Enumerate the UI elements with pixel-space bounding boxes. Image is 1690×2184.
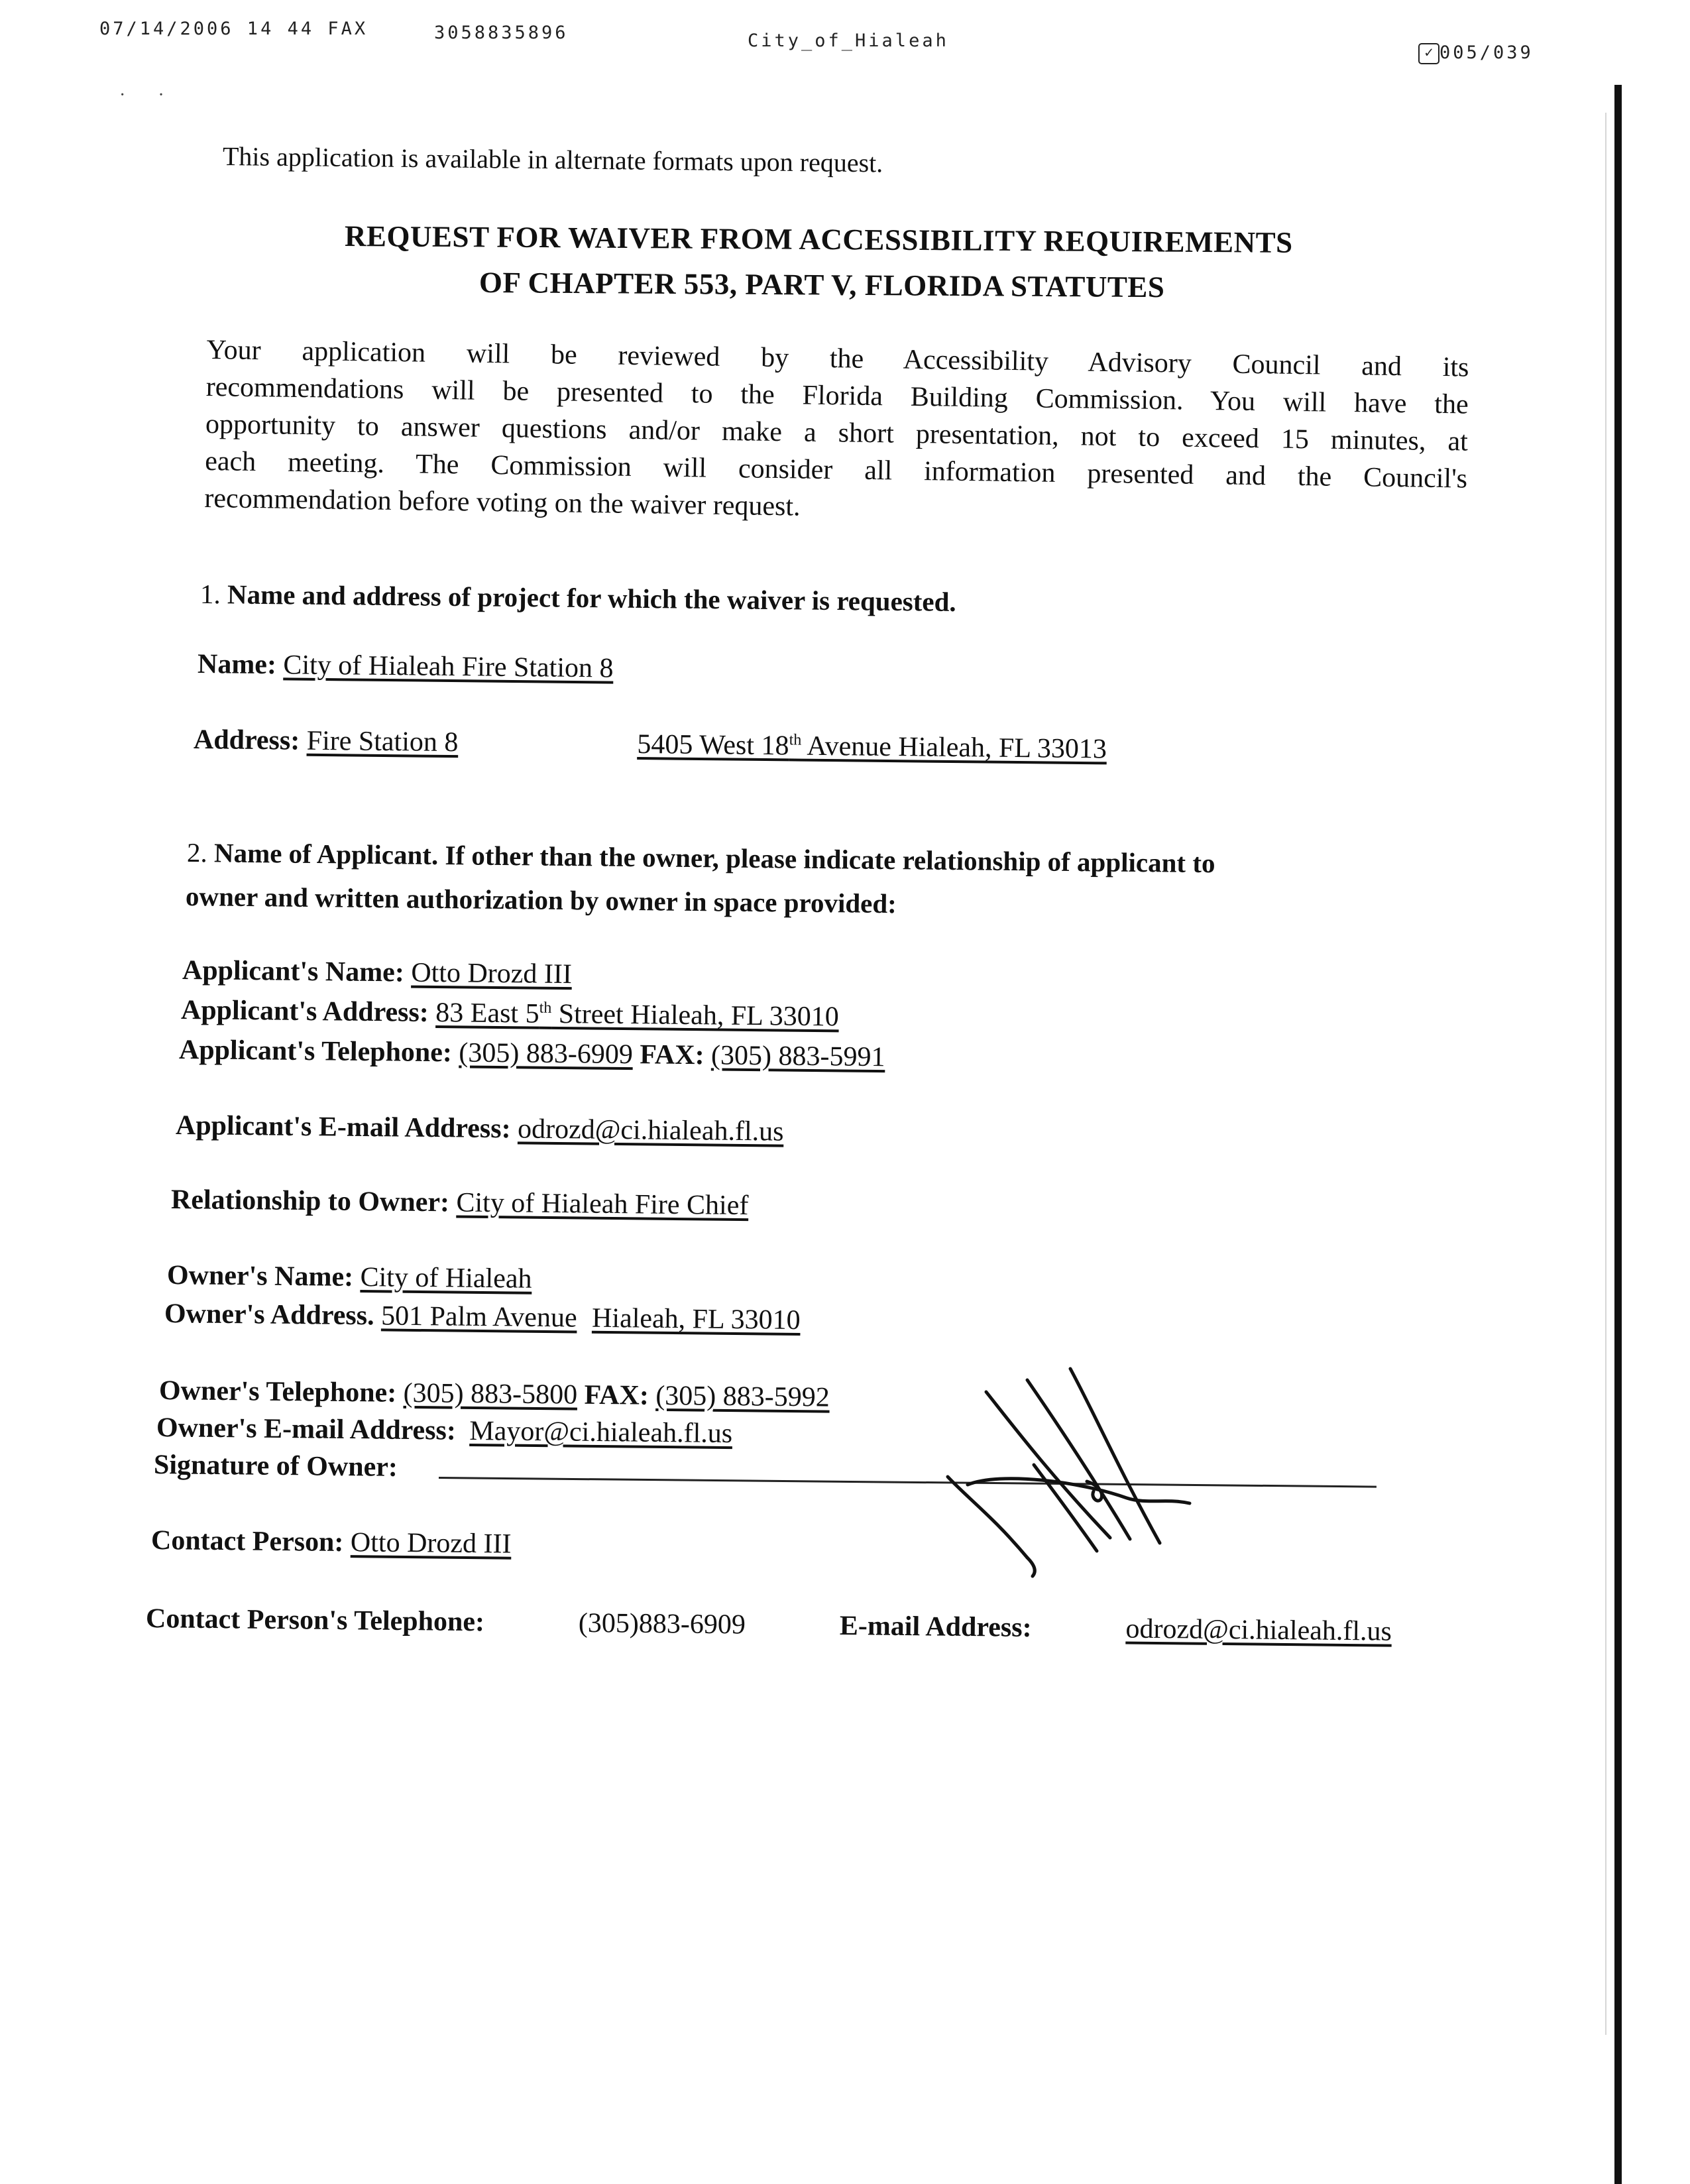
section2-number: 2.	[186, 837, 207, 868]
project-address-value-b: 5405 West 18th Avenue Hialeah, FL 33013	[637, 729, 1107, 765]
owner-email-row	[156, 1412, 733, 1450]
owner-address-value-b: Hialeah, FL 33010	[591, 1302, 801, 1336]
owner-fax-value: (305) 883-5992	[655, 1380, 830, 1413]
project-address-row	[194, 724, 1208, 766]
signature-line	[439, 1477, 1377, 1488]
owner-phone-row	[159, 1375, 830, 1414]
contact-phone-value: (305)883-6909	[578, 1607, 746, 1640]
relationship-label: Relationship to Owner:	[170, 1184, 450, 1218]
contact-person-label: Contact Person:	[150, 1525, 344, 1558]
owner-signature-label: Signature of Owner:	[153, 1450, 398, 1483]
owner-fax-label: FAX:	[584, 1379, 649, 1411]
alternate-formats-notice: This application is available in alternate formats upon request.	[222, 141, 883, 178]
applicant-email-value: odrozd@ci.hialeah.fl.us	[517, 1114, 784, 1147]
owner-name-value: City of Hialeah	[360, 1262, 532, 1294]
owner-name-label: Owner's Name:	[166, 1260, 354, 1293]
owner-address-row	[164, 1298, 801, 1336]
applicant-name-row	[182, 954, 572, 990]
form-title-line2: OF CHAPTER 553, PART V, FLORIDA STATUTES	[479, 266, 1165, 304]
owner-phone-value: (305) 883-5800	[403, 1377, 578, 1410]
project-name-row	[197, 648, 614, 685]
relationship-row	[171, 1184, 749, 1222]
applicant-email-row	[176, 1110, 784, 1148]
scan-specks: · ·	[119, 85, 164, 105]
intro-line: Your application will be reviewed by the Accessibility Advisory Council and its	[206, 334, 1469, 383]
contact-person-row	[151, 1524, 512, 1560]
scan-edge	[1614, 85, 1622, 2184]
section1-heading	[200, 578, 956, 618]
owner-address-label: Owner's Address.	[164, 1298, 374, 1332]
owner-email-value: Mayor@ci.hialeah.fl.us	[469, 1415, 733, 1450]
contact-email-value: odrozd@ci.hialeah.fl.us	[1125, 1613, 1392, 1647]
section2-heading-line2: owner and written authorization by owner in space provided:	[185, 881, 897, 919]
applicant-address-row	[181, 994, 839, 1033]
intro-line: recommendation before voting on the waiver request.	[204, 483, 801, 522]
intro-line: recommendations will be presented to the Florida Building Commission. You will have the	[205, 371, 1469, 420]
section2-heading-text: Name of Applicant. If other than the owner, please indicate relationship of applicant to	[213, 837, 1215, 879]
applicant-name-value: Otto Drozd III	[411, 957, 573, 990]
fax-page-number: ✓ 005/039	[1418, 42, 1534, 64]
project-name-value: City of Hialeah Fire Station 8	[283, 650, 614, 684]
project-name-label: Name:	[197, 649, 277, 681]
owner-phone-label: Owner's Telephone:	[158, 1375, 397, 1408]
project-address-line	[306, 725, 1208, 766]
contact-phone-row	[146, 1603, 1392, 1648]
applicant-address-value: 83 East 5th Street Hialeah, FL 33010	[435, 998, 840, 1033]
relationship-value: City of Hialeah Fire Chief	[456, 1187, 749, 1222]
fax-number: 3058835896	[434, 23, 569, 43]
applicant-address-label: Applicant's Address:	[180, 995, 429, 1028]
applicant-name-label: Applicant's Name:	[182, 955, 405, 988]
section1-number: 1.	[199, 579, 221, 610]
section1-heading-text: Name and address of project for which the waiver is requested.	[227, 579, 956, 617]
contact-email-label: E-mail Address:	[839, 1610, 1032, 1643]
applicant-fax-label: FAX:	[640, 1039, 704, 1071]
project-address-value-a: Fire Station 8	[306, 725, 459, 758]
fax-sender: City_of_Hialeah	[748, 30, 949, 51]
applicant-phone-row	[179, 1034, 885, 1073]
intro-paragraph	[204, 331, 1469, 535]
project-address-label: Address:	[193, 724, 300, 756]
intro-line: opportunity to answer questions and/or make a short presentation, not to exceed 15 minutes, at	[205, 408, 1469, 457]
applicant-phone-label: Applicant's Telephone:	[178, 1035, 453, 1068]
applicant-fax-value: (305) 883-5991	[710, 1040, 885, 1073]
contact-person-value: Otto Drozd III	[350, 1527, 512, 1560]
applicant-email-label: Applicant's E-mail Address:	[175, 1110, 511, 1145]
owner-signature-row	[154, 1449, 398, 1483]
scan-edge-faint	[1605, 113, 1606, 2035]
contact-phone-label: Contact Person's Telephone:	[145, 1603, 485, 1638]
applicant-phone-value: (305) 883-6909	[459, 1037, 634, 1070]
owner-name-row	[167, 1259, 532, 1295]
owner-address-value-a: 501 Palm Avenue	[380, 1300, 577, 1334]
intro-line: each meeting. The Commission will consider all information presented and the Council's	[204, 445, 1468, 494]
fax-check-icon: ✓	[1418, 43, 1439, 64]
section2-heading-line1	[187, 836, 1215, 879]
fax-datetime: 07/14/2006 14 44 FAX	[99, 19, 368, 39]
form-title-line1: REQUEST FOR WAIVER FROM ACCESSIBILITY REQUIREMENTS	[344, 219, 1293, 259]
owner-signature	[928, 1365, 1213, 1584]
owner-email-label: Owner's E-mail Address:	[156, 1412, 457, 1446]
